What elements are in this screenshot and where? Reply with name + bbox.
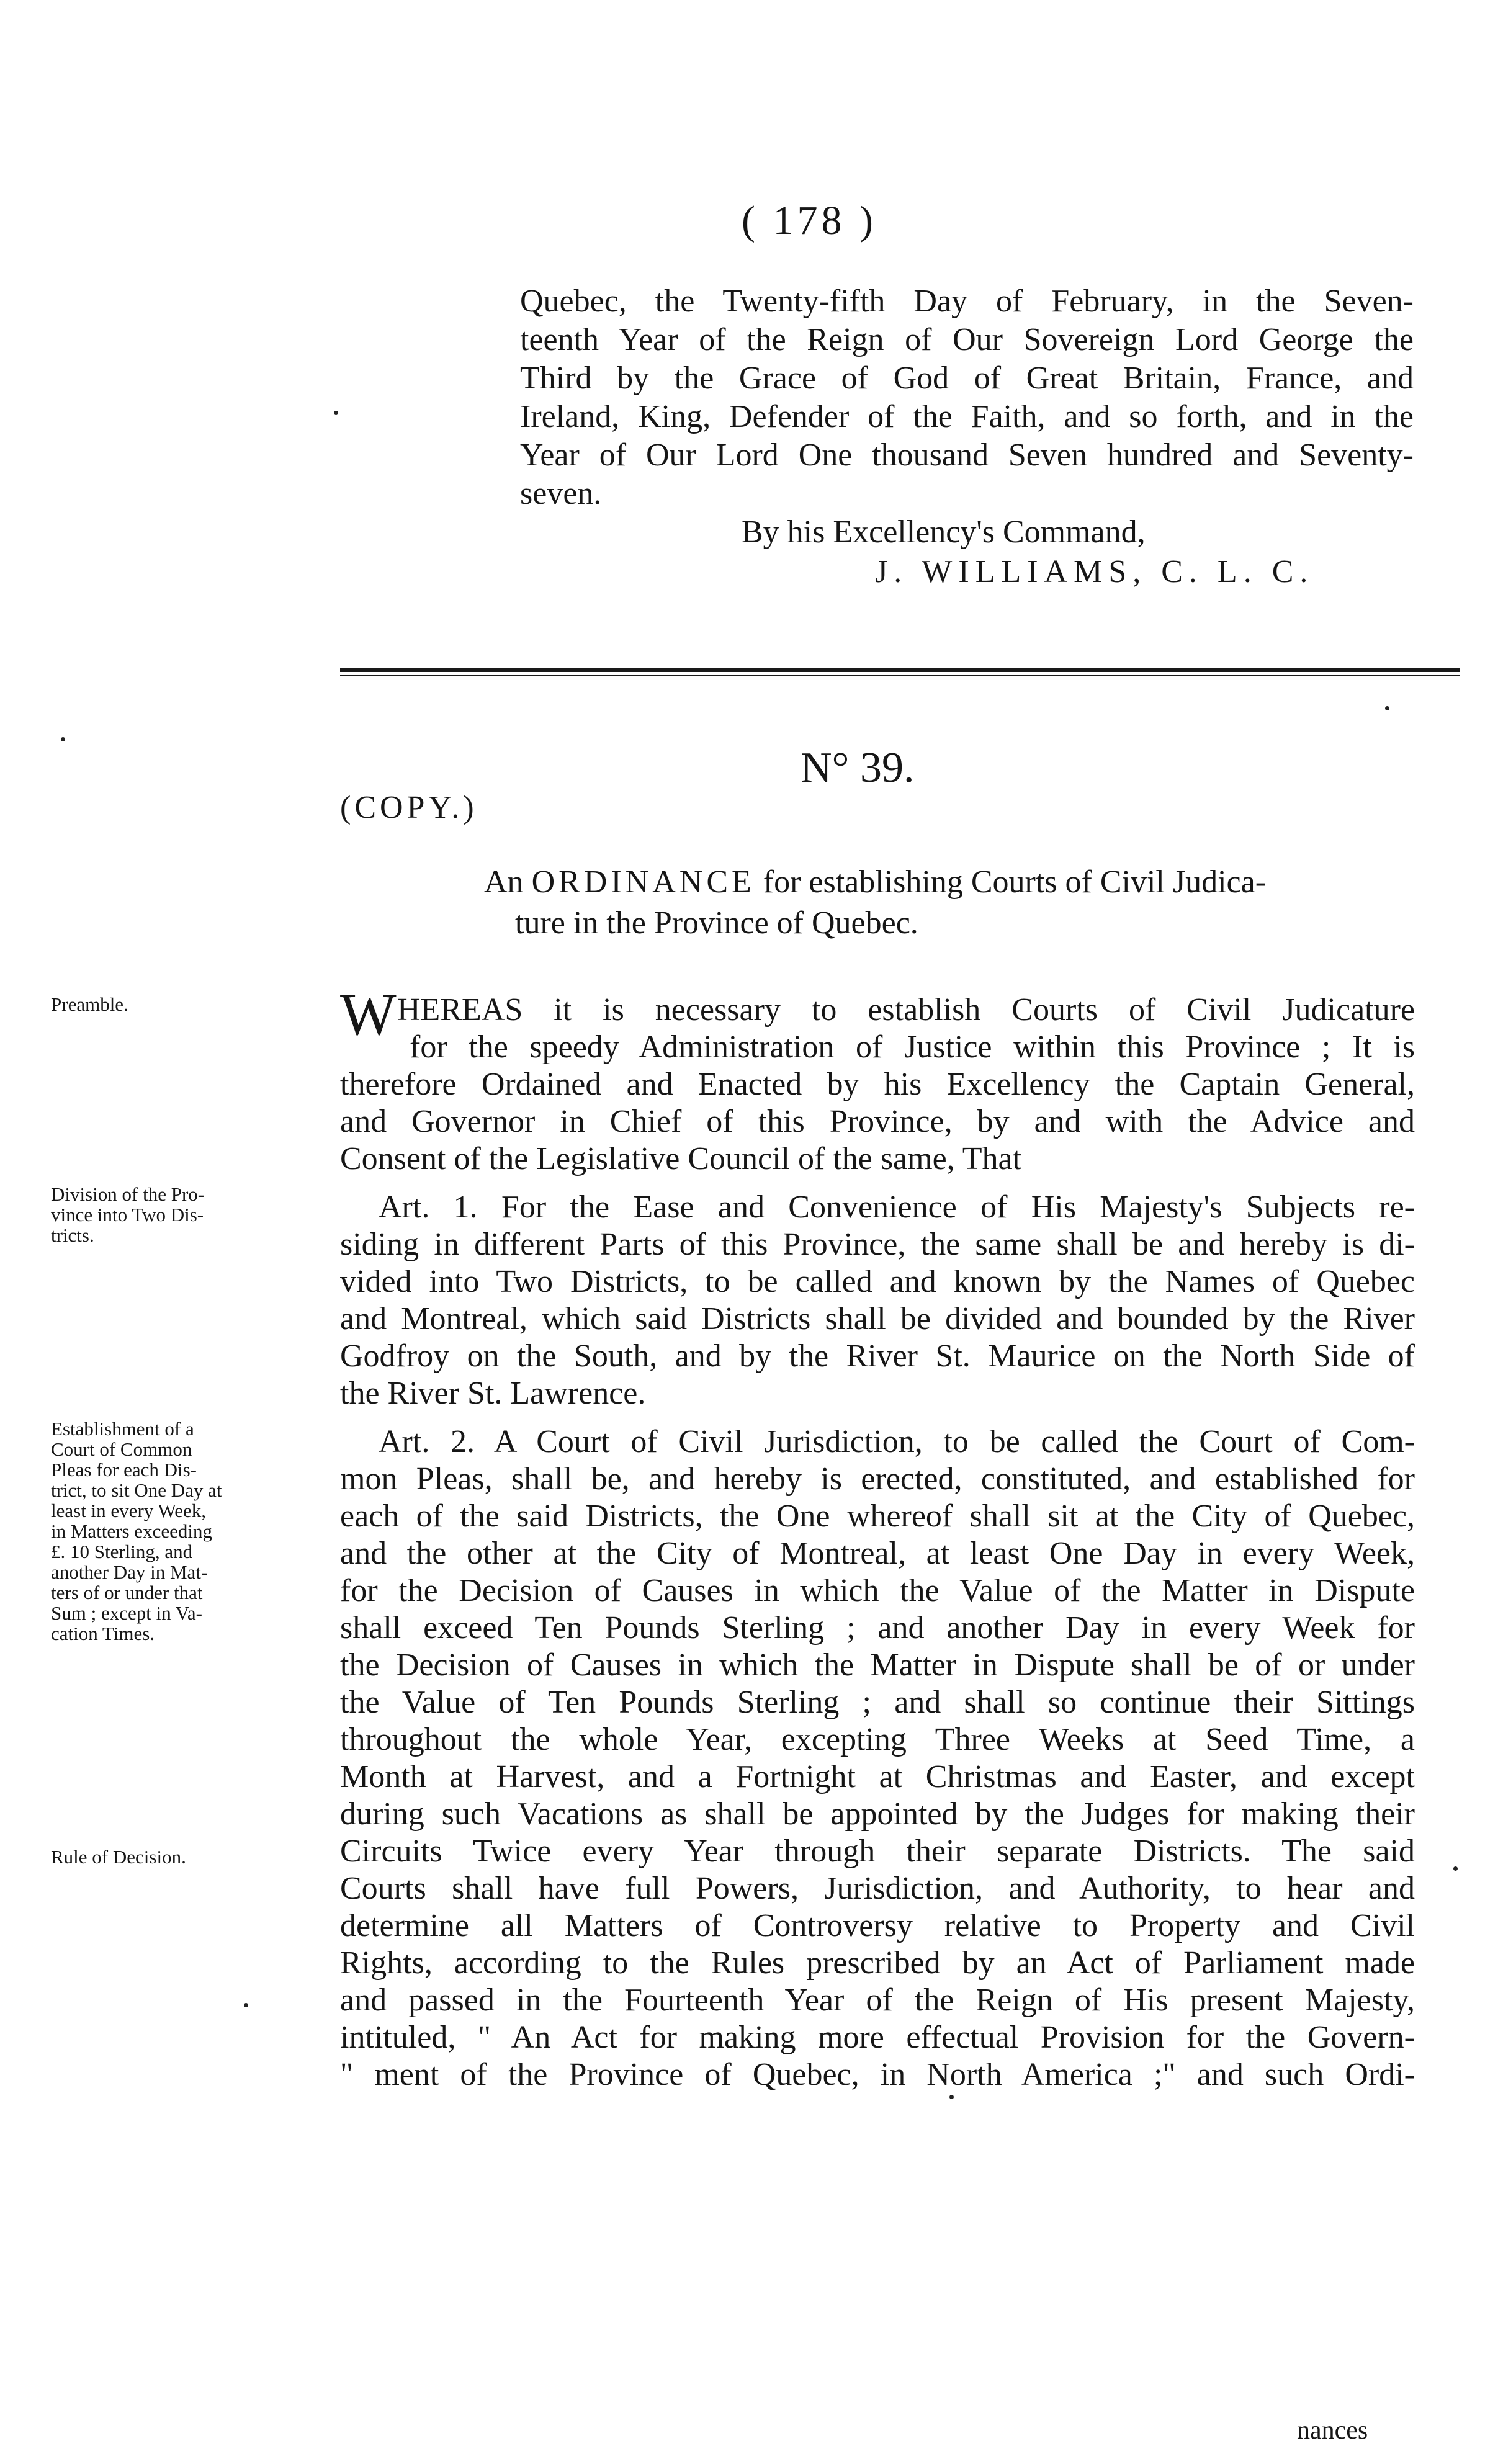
text-line: and Montreal, which said Districts shall be divided and bounded by the River	[340, 1301, 1415, 1337]
margin-line: tricts.	[51, 1224, 94, 1246]
text-line: teenth Year of the Reign of Our Sovereign Lord George the	[520, 322, 1414, 357]
margin-note-division	[51, 1184, 318, 1245]
text-line: " ment of the Province of Quebec, in North America ;" and such Ordi-	[340, 2057, 1415, 2092]
text-line: Month at Harvest, and a Fortnight at Christmas and Easter, and except	[340, 1759, 1415, 1794]
text-line: the Decision of Causes in which the Matter in Dispute shall be of or under	[340, 1647, 1415, 1683]
page-number: ( 178 )	[742, 198, 877, 243]
text-line: Godfroy on the South, and by the River St. Maurice on the North Side of	[340, 1338, 1415, 1374]
section-divider-thin	[340, 675, 1460, 676]
text-line: for the Decision of Causes in which the Value of the Matter in Dispute	[340, 1573, 1415, 1608]
margin-line: Rule of Decision.	[51, 1846, 186, 1868]
margin-line: £. 10 Sterling, and	[51, 1541, 193, 1562]
text-line: vided into Two Districts, to be called and known by the Names of Quebec	[340, 1264, 1415, 1299]
text-line: Year of Our Lord One thousand Seven hundred and Seventy-	[520, 437, 1414, 473]
text-line: Ireland, King, Defender of the Faith, and so forth, and in the	[520, 399, 1414, 434]
text-line: each of the said Districts, the One whereof shall sit at the City of Quebec,	[340, 1499, 1415, 1534]
margin-line: another Day in Mat-	[51, 1561, 208, 1583]
ordinance-title	[484, 864, 1266, 900]
text-line: Third by the Grace of God of Great Britain, France, and	[520, 361, 1414, 396]
margin-line: ters of or under that	[51, 1582, 203, 1603]
text-line: Consent of the Legislative Council of the same, That	[340, 1141, 1022, 1176]
text-line: Rights, according to the Rules prescribed by an Act of Parliament made	[340, 1945, 1415, 1981]
margin-line: trict, to sit One Day at	[51, 1479, 222, 1501]
text-line: siding in different Parts of this Province, the same shall be and hereby is di-	[340, 1227, 1415, 1262]
text-line: Courts shall have full Powers, Jurisdiction, and Authority, to hear and	[340, 1871, 1415, 1906]
ink-speck	[1453, 1866, 1458, 1871]
command-line: By his Excellency's Command,	[742, 514, 1146, 550]
ink-speck	[244, 2003, 248, 2007]
title-rest: for establishing Courts of Civil Judica-	[755, 864, 1267, 900]
title-emphasis: ORDINANCE	[531, 864, 755, 900]
ink-speck	[334, 411, 338, 415]
text-line: Circuits Twice every Year through their separate Districts. The said	[340, 1834, 1415, 1869]
margin-note-rule-of-decision	[51, 1847, 318, 1867]
text-line: HEREAS it is necessary to establish Courts of Civil Judicature	[397, 992, 1415, 1028]
text-line: the Value of Ten Pounds Sterling ; and shall so continue their Sittings	[340, 1685, 1415, 1720]
margin-line: vince into Two Dis-	[51, 1204, 204, 1225]
text-line: and passed in the Fourteenth Year of the Reign of His present Majesty,	[340, 1982, 1415, 2018]
margin-line: Pleas for each Dis-	[51, 1459, 197, 1481]
drop-cap: W	[340, 981, 397, 1047]
text-line: for the speedy Administration of Justice within this Province ; It is	[410, 1029, 1415, 1065]
margin-note-establishment	[51, 1418, 318, 1644]
text-line: mon Pleas, shall be, and hereby is erected, constituted, and established for	[340, 1461, 1415, 1497]
text-line: therefore Ordained and Enacted by his Excellency the Captain General,	[340, 1067, 1415, 1102]
margin-line: Court of Common	[51, 1438, 192, 1460]
text-line: during such Vacations as shall be appointed by the Judges for making their	[340, 1796, 1415, 1832]
ink-speck	[949, 2095, 954, 2099]
margin-line: in Matters exceeding	[51, 1520, 212, 1542]
text-line: shall exceed Ten Pounds Sterling ; and another Day in every Week for	[340, 1610, 1415, 1646]
margin-line: cation Times.	[51, 1623, 155, 1644]
margin-line: Preamble.	[51, 993, 128, 1015]
text-line: Art. 2. A Court of Civil Jurisdiction, to be called the Court of Com-	[379, 1424, 1415, 1459]
ink-speck	[61, 737, 65, 741]
text-line: intituled, " An Act for making more effectual Provision for the Govern-	[340, 2020, 1415, 2055]
signature: J. WILLIAMS, C. L. C.	[875, 554, 1314, 589]
text-line: Quebec, the Twenty-fifth Day of February, in the Seven-	[520, 284, 1414, 319]
margin-note-preamble	[51, 994, 318, 1015]
ordinance-title-line2: ture in the Province of Quebec.	[515, 905, 918, 941]
text-line: and the other at the City of Montreal, at least One Day in every Week,	[340, 1536, 1415, 1571]
margin-line: Sum ; except in Va-	[51, 1602, 202, 1624]
text-line: throughout the whole Year, excepting Three Weeks at Seed Time, a	[340, 1722, 1415, 1757]
copy-label: (COPY.)	[340, 790, 478, 825]
margin-line: Division of the Pro-	[51, 1183, 205, 1205]
section-divider-thick	[340, 668, 1460, 672]
text-line: the River St. Lawrence.	[340, 1376, 646, 1411]
margin-line: least in every Week,	[51, 1500, 206, 1521]
title-lead: An	[484, 864, 532, 900]
text-line: Art. 1. For the Ease and Convenience of His Majesty's Subjects re-	[379, 1189, 1415, 1225]
ordinance-number: N° 39.	[801, 744, 915, 792]
margin-line: Establishment of a	[51, 1418, 194, 1440]
catchword: nances	[1297, 2416, 1368, 2445]
ink-speck	[1385, 706, 1389, 710]
text-line: determine all Matters of Controversy relative to Property and Civil	[340, 1908, 1415, 1943]
text-line: and Governor in Chief of this Province, by and with the Advice and	[340, 1104, 1415, 1139]
text-line: seven.	[520, 476, 602, 511]
